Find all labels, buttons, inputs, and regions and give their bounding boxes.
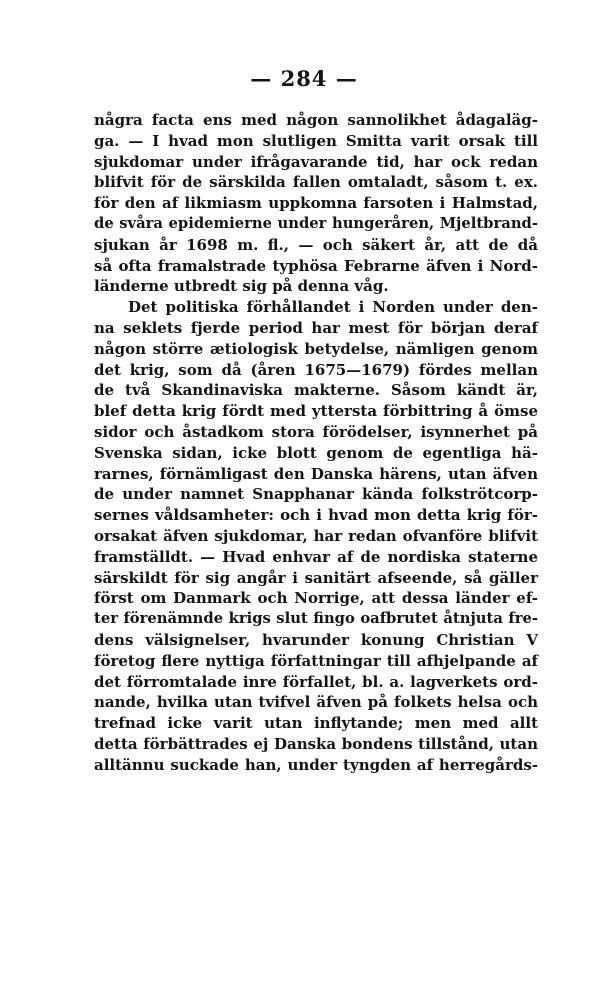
text-line: framställdt. — Hvad enhvar af de nordiska staterne xyxy=(94,547,538,566)
text-line: Svenska sidan, icke blott genom de egentliga hä- xyxy=(94,443,538,462)
text-line: de två Skandinaviska makterne. Såsom kändt är, xyxy=(94,381,538,400)
page-number-header: — 284 — xyxy=(250,66,358,91)
text-line: de under namnet Snapphanar kända folkströtcorp- xyxy=(94,485,538,504)
text-line: ter förenämnde krigs slut fingo oafbrutet åtnjuta fre- xyxy=(94,610,538,628)
text-line: det krig, som då (åren 1675—1679) fördes mellan xyxy=(94,360,538,379)
text-line: blef detta krig fördt med yttersta förbittring å ömse xyxy=(94,402,538,421)
body-text xyxy=(94,110,538,776)
paragraph-start-line: Det politiska förhållandet i Norden under den- xyxy=(128,298,538,317)
text-line: först om Danmark och Norrige, att dessa länder ef- xyxy=(94,589,538,608)
text-line: na seklets fjerde period har mest för början deraf xyxy=(94,318,538,337)
text-line: nande, hvilka utan tvifvel äfven på folkets helsa och xyxy=(94,693,538,712)
text-line: orsakat äfven sjukdomar, har redan ofvanföre blifvit xyxy=(94,526,538,545)
text-line: några facta ens med någon sannolikhet ådagaläg- xyxy=(94,111,538,129)
text-line: sjukan år 1698 m. fl., — och säkert år, att de då xyxy=(94,235,538,254)
text-line: detta förbättrades ej Danska bondens tillstånd, utan xyxy=(94,734,538,753)
text-line: för den af likmiasm uppkomna farsoten i Halmstad, xyxy=(94,194,538,213)
text-line: de svåra epidemierne under hungeråren, Mjeltbrand- xyxy=(94,214,538,232)
text-line: det förromtalade inre förfallet, bl. a. lagverkets ord- xyxy=(94,672,538,691)
text-line: rarnes, förnämligast den Danska härens, utan äfven xyxy=(94,464,538,483)
text-line: sernes våldsamheter: och i hvad mon detta krig för- xyxy=(94,506,538,525)
text-line: sidor och åstadkom stora förödelser, isynnerhet på xyxy=(94,422,538,441)
text-line: sjukdomar under ifrågavarande tid, har ock redan xyxy=(94,152,538,171)
text-line: någon större ætiologisk betydelse, nämligen genom xyxy=(94,339,538,358)
text-line: företog flere nyttiga författningar till afhjelpande af xyxy=(94,651,538,670)
text-line: trefnad icke varit utan inflytande; men med allt xyxy=(94,714,538,733)
text-line: särskildt för sig angår i sanitärt afseende, så gäller xyxy=(94,568,538,587)
text-line: dens välsignelser, hvarunder konung Christian V xyxy=(94,630,538,649)
text-line: ga. — I hvad mon slutligen Smitta varit orsak till xyxy=(94,131,538,150)
text-line: så ofta framalstrade typhösa Febrarne äfven i Nord- xyxy=(94,256,538,275)
text-line: alltännu suckade han, under tyngden af herregårds- xyxy=(94,755,538,774)
text-line: blifvit för de särskilda fallen omtaladt, såsom t. ex. xyxy=(94,173,538,192)
text-line: länderne utbredt sig på denna våg. xyxy=(94,277,389,296)
